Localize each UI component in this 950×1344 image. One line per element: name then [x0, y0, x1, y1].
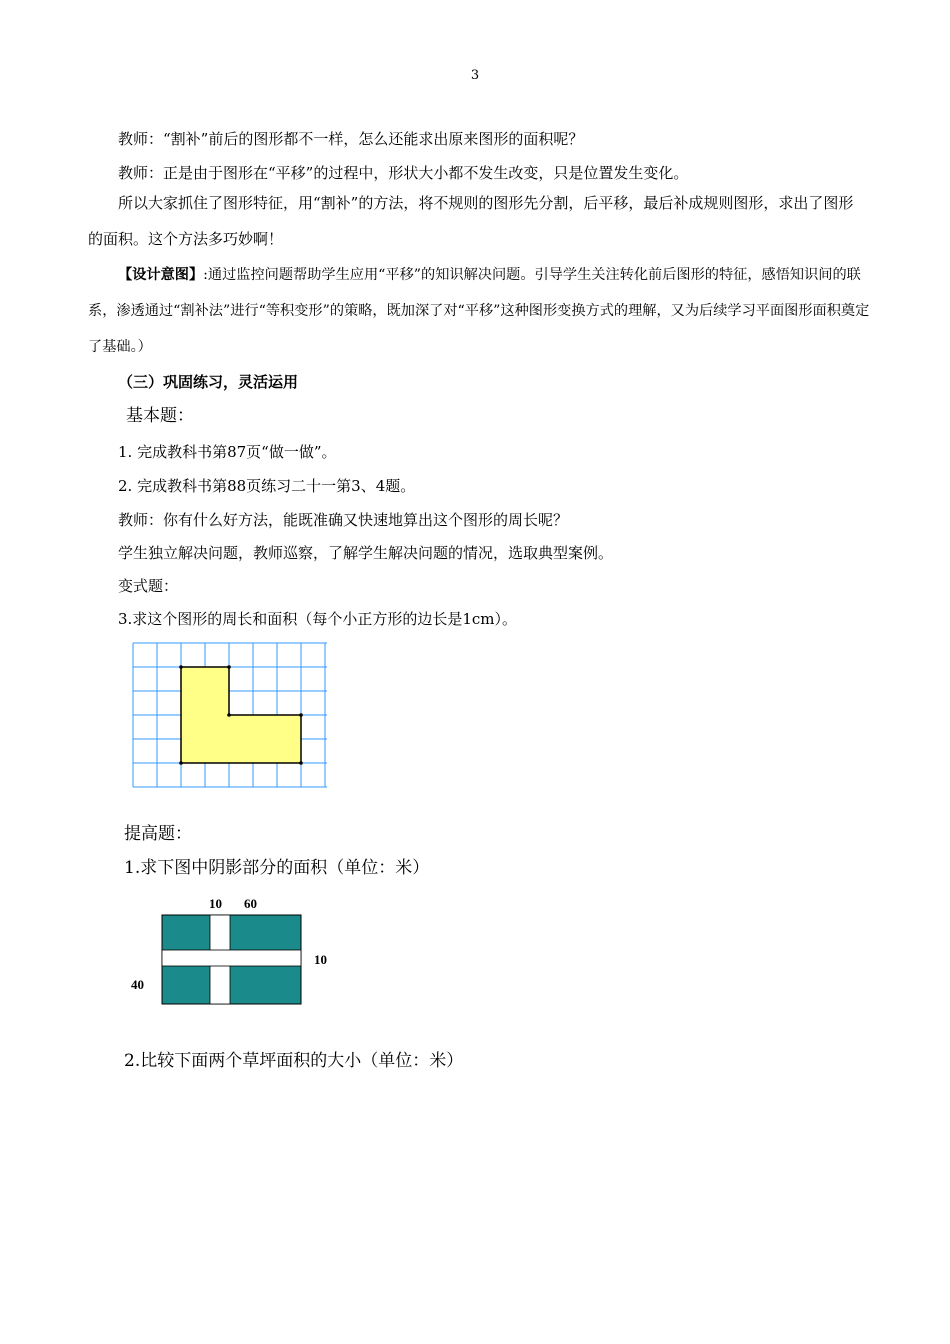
design-intent-text: :通过监控问题帮助学生应用“平移”的知识解决问题。引导学生关注转化前后图形的特征，感悟知识间的联系，渗透通过“割补法”进行“等积变形”的策略，既加深了对“平移”这种图形变换方式的理解，又为后续学习平面图形面积奠定了基础。） — [88, 267, 870, 355]
teacher-question: 教师：你有什么好方法，能既准确又快速地算出这个图形的周长呢？ — [118, 511, 569, 529]
advanced-heading: 提高题： — [124, 824, 192, 844]
variant-heading: 变式题： — [118, 577, 179, 595]
basic-heading: 基本题： — [126, 406, 194, 426]
teacher-line-1: 教师：“割补”前后的图形都不一样，怎么还能求出原来图形的面积呢？ — [118, 130, 584, 148]
basic-item-2: 2. 完成教科书第88页练习二十一第3、4题。 — [118, 477, 416, 495]
design-intent-label: 【设计意图】 — [118, 267, 204, 283]
advanced-item-2: 2.比较下面两个草坪面积的大小（单位：米） — [124, 1051, 464, 1071]
label-top-left: 10 — [209, 896, 222, 911]
label-left: 40 — [131, 977, 144, 992]
grid-figure — [130, 640, 330, 792]
basic-item-1: 1. 完成教科书第87页“做一做”。 — [118, 443, 337, 461]
design-intent-paragraph — [88, 257, 872, 365]
students-line: 学生独立解决问题，教师巡察，了解学生解决问题的情况，选取典型案例。 — [118, 544, 614, 562]
label-right: 10 — [314, 952, 327, 967]
l-shape — [181, 667, 301, 763]
label-top-right: 60 — [244, 896, 257, 911]
teacher-line-2: 教师：正是由于图形在“平移”的过程中，形状大小都不发生改变，只是位置发生变化。 — [118, 164, 689, 182]
advanced-item-1: 1.求下图中阴影部分的面积（单位：米） — [124, 858, 430, 878]
horizontal-path — [162, 950, 301, 966]
section-heading: （三）巩固练习，灵活运用 — [118, 373, 299, 391]
summary-paragraph: 所以大家抓住了图形特征，用“割补”的方法，将不规则的图形先分割，后平移，最后补成规则图形，求出了图形的面积。这个方法多巧妙啊！ — [88, 194, 854, 248]
page-number: 3 — [470, 68, 480, 83]
lawn-figure — [125, 890, 340, 1015]
variant-item-3: 3.求这个图形的周长和面积（每个小正方形的边长是1cm）。 — [118, 610, 517, 628]
